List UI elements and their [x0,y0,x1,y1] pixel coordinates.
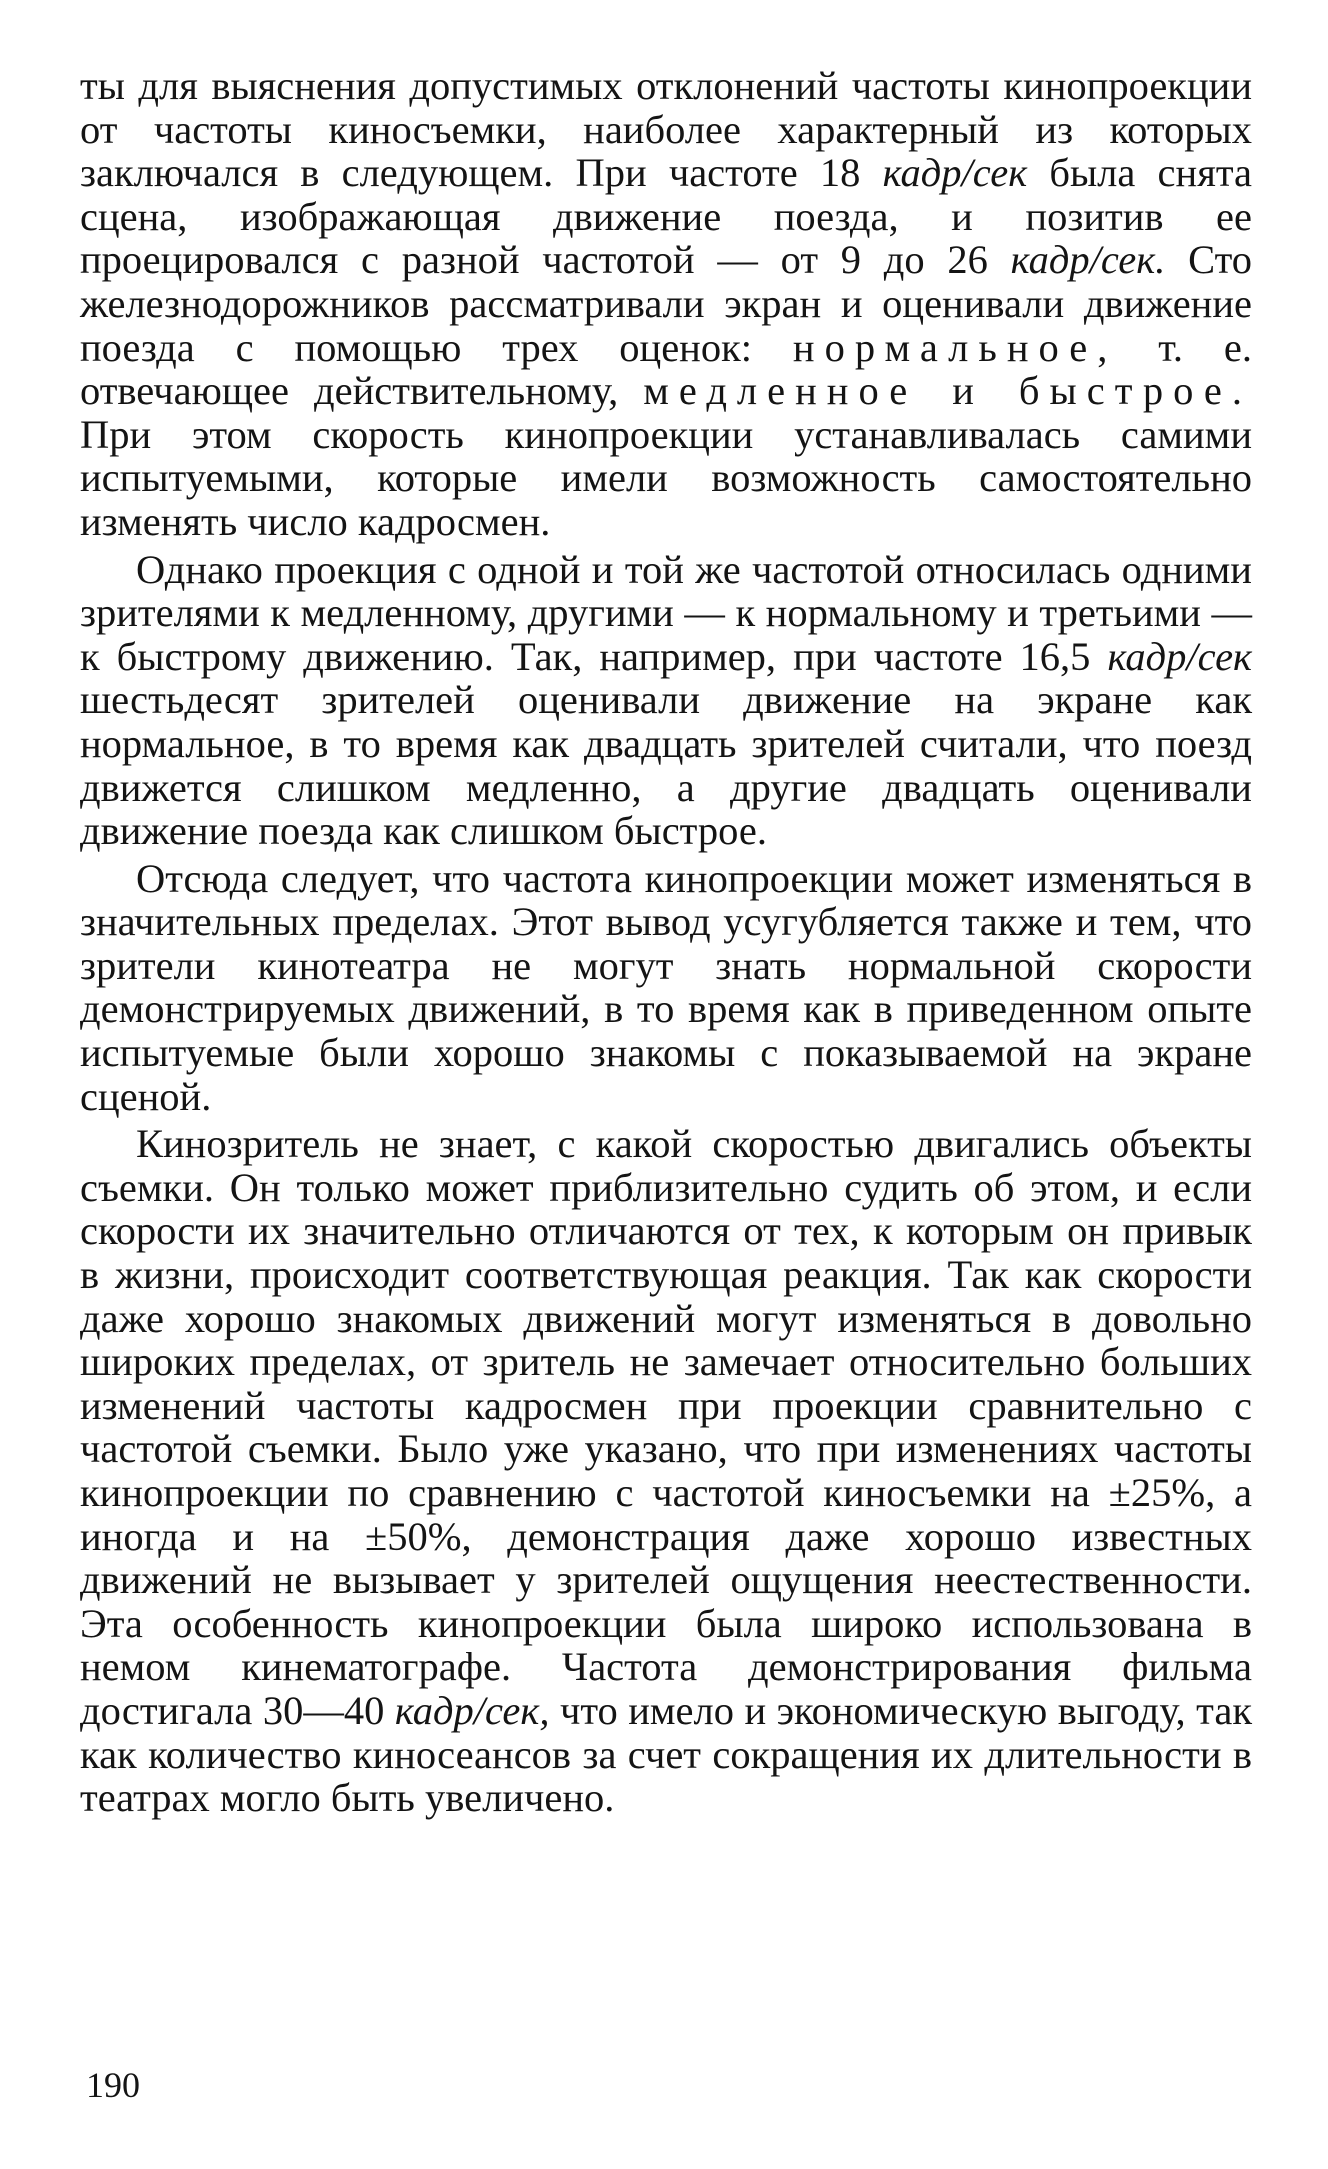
p1-text-e: Сто железнодорожников рассматривали экран и оценивали движение поезда с помощью трех оценок: [80,237,1252,370]
p4-unit-fps: кадр/сек, [394,1687,550,1733]
p1-unit-fps-1: кадр/сек [882,150,1028,196]
p1-term-normal: нормальное, [792,324,1118,370]
p4-text-a: Кинозритель не знает, с какой скоростью двигались объекты съемки. Он только может приблизительно судить об этом, и если скорости их значительно отличаются от тех, к которым он привык в жизни, происходит соответствующая реакция. Так как скорости даже хорошо знакомых движений могут изменяться в довольно широких пределах, от зритель не замечает относительно больших изменений частоты кадросмен при проекции сравнительно с частотой съемки. Было уже указано, что при изменениях частоты кинопроекции по сравнению с частотой киносъемки на ±25%, а иногда и на ±50%, демонстрация даже хорошо известных движений не вызывает у зрителей ощущения неестественности. Эта особенность кинопроекции была широко использована в немом кинематографе. Частота демонстрирования фильма достигала 30—40 [80,1121,1252,1733]
p2-text-a: Однако проекция с одной и той же частотой относилась одними зрителями к медленному, другими — к нормальному и третьими — к быстрому движению. Так, например, при частоте 16,5 [80,546,1252,679]
paragraph-4 [80,1122,1252,1820]
p1-text-c: была снята сцена, изображающая движение поезда, и позитив ее проецировался с разной частотой — от 9 до 26 [80,150,1253,283]
p2-unit-fps: кадр/сек [1107,633,1252,679]
paragraph-2 [80,548,1252,853]
p1-text-i: При этом скорость кинопроекции устанавливалась самими испытуемыми, которые имели возможность самостоятельно изменять число кадросмен. [80,411,1252,544]
p1-term-slow-fast: медленное и быстрое. [643,368,1252,414]
p4-text-c: что имело и экономическую выгоду, так как количество киносеансов за счет сокращения их длительности в театрах могло быть увеличено. [80,1687,1253,1821]
p1-text-a: ты для выяснения допустимых отклонений частоты кинопроекции от частоты киносъемки, наиболее характерный из которых заключался в следующем. При частоте 18 [80,63,1252,196]
page-number: 190 [86,2065,140,2105]
p1-unit-fps-2: кадр/сек. [1010,237,1166,283]
p1-text-g: т. е. отвечающее действительному, [80,324,1252,414]
p2-text-c: шестьдесят зрителей оценивали движение на экране как нормальное, в то время как двадцать зрителей считали, что поезд движется слишком медленно, а другие двадцать оценивали движение поезда как слишком быстрое. [80,677,1252,854]
paragraph-3: Отсюда следует, что частота кинопроекции может изменяться в значительных пределах. Этот вывод усугубляется также и тем, что зрители кинотеатра не могут знать нормальной скорости демонстрируемых движений, в то время как в приведенном опыте испытуемые были хорошо знакомы с показываемой на экране сценой. [80,855,1252,1119]
paragraph-1 [80,64,1252,544]
page-body [80,64,1252,1820]
